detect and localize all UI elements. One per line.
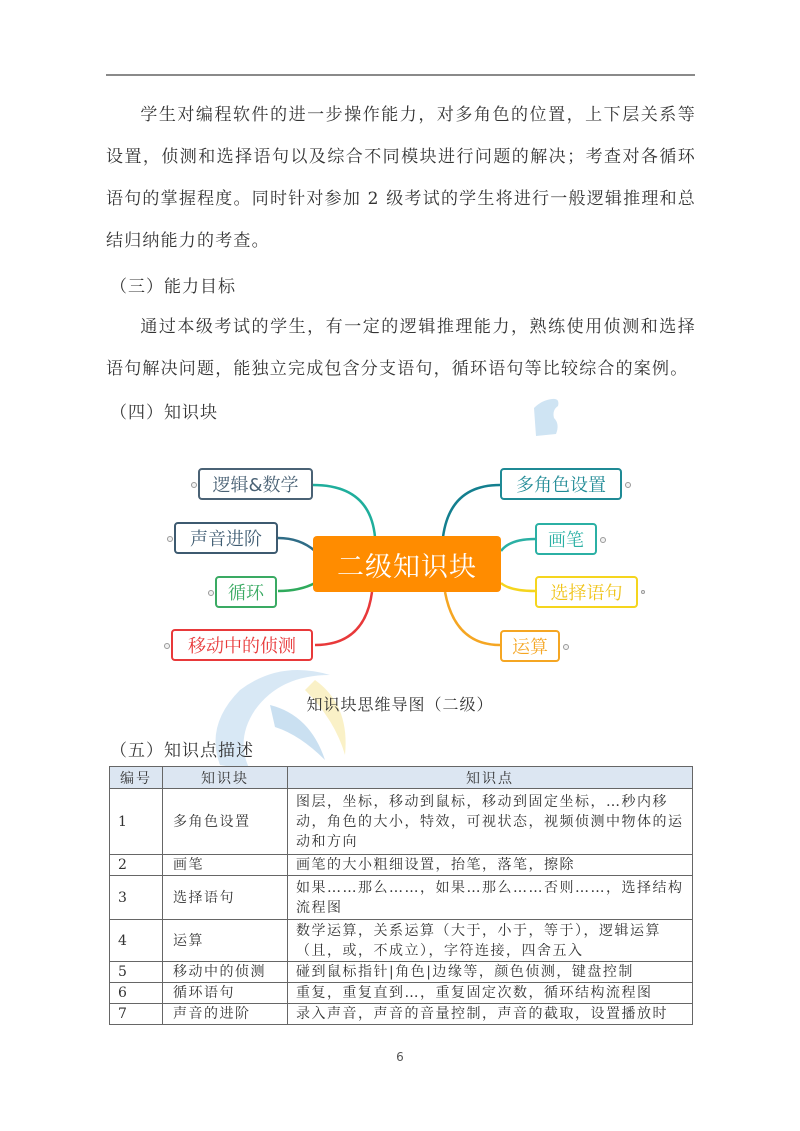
expand-dot-icon [563,644,569,650]
cell-points: 重复，重复直到…，重复固定次数，循环结构流程图 [288,983,693,1004]
expand-dot-icon [625,482,631,488]
mind-map [160,455,660,670]
cell-points: 画笔的大小粗细设置，抬笔，落笔，擦除 [288,855,693,876]
header-block: 知识块 [163,767,288,789]
cell-number: 7 [110,1004,163,1025]
cell-number: 6 [110,983,163,1004]
mind-map-node: 移动中的侦测 [171,629,313,661]
expand-dot-icon [208,590,214,596]
cell-number: 4 [110,920,163,962]
cell-block: 循环语句 [163,983,288,1004]
mind-map-node: 画笔 [535,523,597,555]
cell-number: 1 [110,789,163,855]
cell-points: 如果……那么……，如果…那么……否则……，选择结构流程图 [288,876,693,920]
paragraph-text: 学生对编程软件的进一步操作能力，对多角色的位置，上下层关系等设置，侦测和选择语句以及综合不同模块进行问题的解决；考查对各循环语句的掌握程度。同时针对参加 2 级考试的学生将进行一般逻辑推理和总结归纳能力的考查。 [106,105,696,251]
table-row [110,789,693,855]
table-row [110,876,693,920]
table-row [110,920,693,962]
cell-block: 多角色设置 [163,789,288,855]
cell-number: 3 [110,876,163,920]
table-row [110,855,693,876]
paragraph-ability [106,306,696,390]
watermark-fragment-icon [530,396,564,438]
cell-points: 录入声音，声音的音量控制，声音的截取，设置播放时 [288,1004,693,1025]
cell-points: 碰到鼠标指针|角色|边缘等，颜色侦测，键盘控制 [288,962,693,983]
mind-map-node: 声音进阶 [174,522,278,554]
expand-dot-icon [600,537,606,543]
cell-block: 移动中的侦测 [163,962,288,983]
table-row [110,983,693,1004]
cell-number: 5 [110,962,163,983]
mind-map-caption: 知识块思维导图（二级） [306,695,494,714]
table-row [110,1004,693,1025]
heading-knowledge-blocks: （四）知识块 [110,403,218,423]
header-rule [106,74,695,76]
table-row [110,962,693,983]
expand-dot-icon [641,590,645,594]
mind-map-node: 多角色设置 [500,468,622,500]
cell-number: 2 [110,855,163,876]
expand-dot-icon [167,536,173,542]
table-header-row [110,767,693,789]
heading-knowledge-points: （五）知识点描述 [110,741,254,761]
mind-map-center: 二级知识块 [313,536,501,592]
knowledge-points-table [109,766,693,1025]
cell-block: 选择语句 [163,876,288,920]
expand-dot-icon [191,482,197,488]
cell-points: 数学运算，关系运算（大于，小于，等于），逻辑运算（且，或，不成立），字符连接，四舍五入 [288,920,693,962]
header-number: 编号 [110,767,163,789]
page-number: 6 [396,1050,404,1064]
paragraph-text: 通过本级考试的学生，有一定的逻辑推理能力，熟练使用侦测和选择语句解决问题，能独立完成包含分支语句，循环语句等比较综合的案例。 [106,317,696,379]
cell-block: 运算 [163,920,288,962]
cell-block: 画笔 [163,855,288,876]
mind-map-node: 循环 [215,576,277,608]
heading-ability-goals: （三）能力目标 [110,277,236,297]
cell-points: 图层，坐标，移动到鼠标，移动到固定坐标，…秒内移动，角色的大小，特效，可视状态，视频侦测中物体的运动和方向 [288,789,693,855]
mind-map-node: 逻辑&数学 [198,468,313,500]
expand-dot-icon [164,643,170,649]
header-points: 知识点 [288,767,693,789]
paragraph-assessment [106,94,696,262]
cell-block: 声音的进阶 [163,1004,288,1025]
mind-map-node: 选择语句 [535,576,638,608]
mind-map-node: 运算 [500,630,560,662]
